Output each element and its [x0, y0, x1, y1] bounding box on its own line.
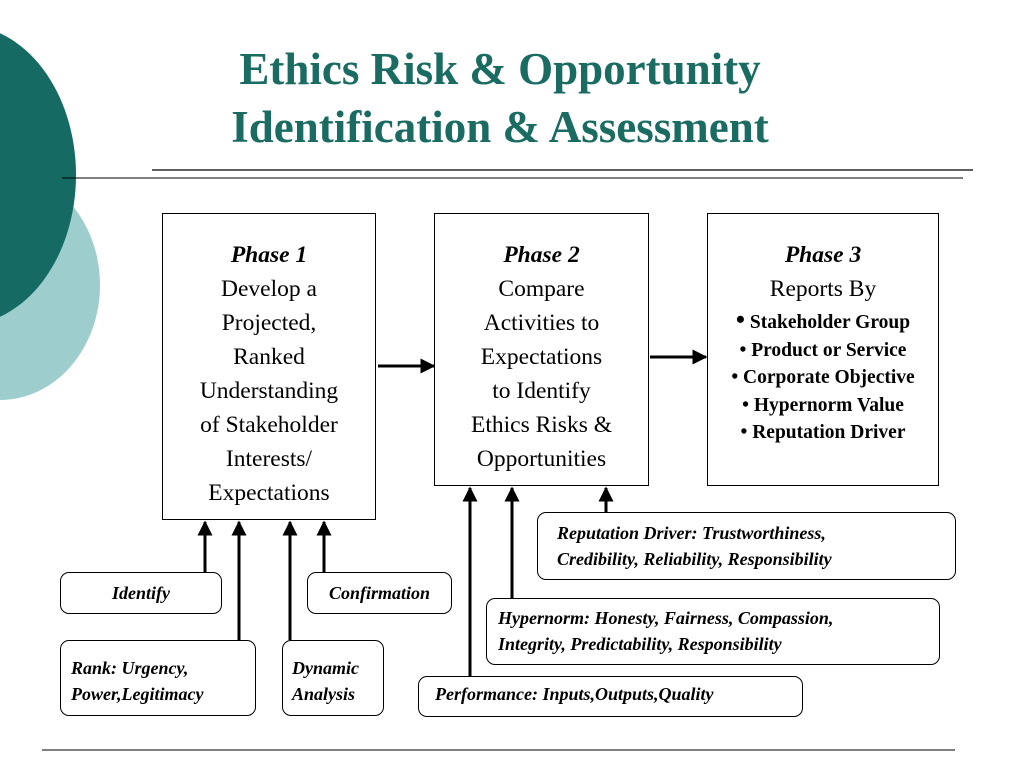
confirmation-note: Confirmation [307, 572, 452, 614]
phase2-line: Ethics Risks & [470, 412, 612, 438]
dynamic-analysis-note: Dynamic Analysis [282, 640, 384, 716]
phase2-line: Activities to [483, 310, 600, 336]
phase3-item: • Stakeholder Group [735, 305, 911, 334]
phase2-line: Expectations [480, 344, 603, 370]
phase1-line: Expectations [208, 480, 330, 506]
phase3-item: • Reputation Driver [740, 422, 906, 443]
phase1-box [162, 213, 376, 520]
phase2-box [434, 213, 649, 486]
phase1-line: Understanding [199, 378, 339, 404]
hypernorm-note: Hypernorm: Honesty, Fairness, Compassion, Integrity, Predictability, Responsibility [486, 598, 940, 665]
phase3-item: • Product or Service [739, 339, 907, 361]
phase3-box [707, 213, 939, 486]
phase2-line: Compare [498, 276, 585, 302]
reputation-driver-note: Reputation Driver: Trustworthiness, Credibility, Reliability, Responsibility [537, 512, 956, 580]
title-line-2: Identification & Assessment [231, 102, 769, 152]
phase2-line: Opportunities [476, 446, 607, 472]
phase1-line: of Stakeholder [200, 412, 338, 438]
phase1-line: Projected, [221, 310, 317, 336]
rank-note: Rank: Urgency, Power,Legitimacy [60, 640, 256, 716]
performance-note: Performance: Inputs,Outputs,Quality [418, 676, 803, 717]
phase1-line: Ranked [233, 344, 305, 370]
phase3-subtitle: Reports By [769, 276, 877, 302]
phase3-item: • Hypernorm Value [742, 394, 904, 416]
phase2-title: Phase 2 [503, 242, 580, 268]
phase3-item: • Corporate Objective [731, 367, 915, 388]
title-line-1: Ethics Risk & Opportunity [239, 44, 761, 94]
phase3-list [708, 306, 938, 447]
phase1-line: Interests/ [225, 446, 313, 472]
identify-note: Identify [60, 572, 222, 614]
phase2-line: to Identify [492, 378, 591, 404]
phase1-line: Develop a [221, 276, 317, 302]
phase1-title: Phase 1 [230, 242, 308, 268]
phase3-title: Phase 3 [784, 242, 862, 268]
